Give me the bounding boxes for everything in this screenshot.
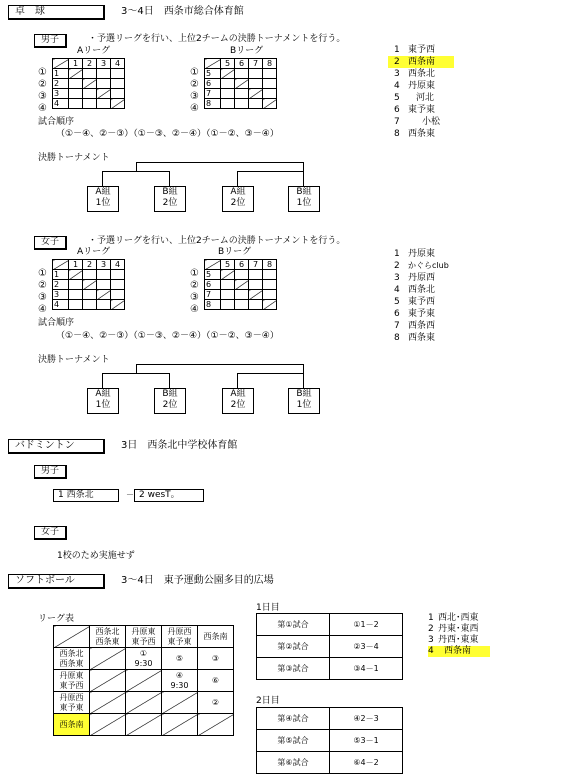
girls-bracket-line <box>169 373 170 388</box>
boys-a-league-table: 1 2 3 4 1 2 3 4 <box>52 58 125 109</box>
girls-note: ・予選リーグを行い、上位2チームの決勝トーナメントを行う。 <box>88 236 346 246</box>
boys-bracket-line <box>102 171 170 172</box>
softball-day2-label: 2日目 <box>256 696 280 706</box>
girls-order-label: 試合順序 <box>38 318 75 328</box>
section-header-table-tennis: 卓 球 <box>8 5 105 20</box>
boys-bracket-line <box>303 171 304 186</box>
boys-final-box-1: A組 1位 <box>87 186 119 212</box>
girls-a-circle-1: ① <box>38 268 47 279</box>
girls-final-label: 決勝トーナメント <box>38 355 110 365</box>
boys-final-box-2: B組 2位 <box>154 186 186 212</box>
section-header-softball: ソフトボール <box>8 574 105 589</box>
boys-b-circle-1: ① <box>190 67 199 78</box>
girls-a-circle-2: ② <box>38 280 47 291</box>
badminton-boys-tag: 男子 <box>34 465 67 479</box>
ranking-item: 3 西条北 <box>394 69 436 79</box>
ranking-item: 7 小松 <box>394 117 441 127</box>
badminton-team-right: 2 wesT。 <box>134 489 204 502</box>
girls-tag: 女子 <box>34 236 67 250</box>
softball-day1-label: 1日目 <box>256 603 280 613</box>
girls-final-box-1: A組 1位 <box>87 388 119 414</box>
section-header-badminton: バドミントン <box>8 439 105 454</box>
girls-final-box-4: B組 1位 <box>288 388 320 414</box>
boys-final-box-3: A組 2位 <box>222 186 254 212</box>
girls-bracket-line <box>136 364 304 365</box>
ranking-item: 5 河北 <box>394 93 435 103</box>
section-info-softball: 3～4日 東予運動公園多目的広場 <box>121 575 274 586</box>
girls-a-league-title: Aリーグ <box>77 247 111 257</box>
girls-b-circle-2: ② <box>190 280 199 291</box>
girls-b-league-title: Bリーグ <box>218 247 252 257</box>
girls-b-circle-3: ③ <box>190 292 199 303</box>
boys-bracket-line <box>237 171 238 186</box>
badminton-girls-tag: 女子 <box>34 526 67 540</box>
ranking-item: 4 西条北 <box>394 285 436 295</box>
ranking-item: 1 東予西 <box>394 45 436 55</box>
boys-b-league-table: 5 6 7 8 5 6 7 8 <box>204 58 277 109</box>
ranking-item: 4 丹原東 <box>394 81 436 91</box>
girls-b-circle-4: ④ <box>190 304 199 315</box>
ranking-item: 6 東予東 <box>394 105 436 115</box>
ranking-item-highlighted: 2 西条南 <box>388 56 454 68</box>
boys-b-circle-2: ② <box>190 79 199 90</box>
ranking-item-highlighted: 4 西条南 <box>428 646 490 657</box>
section-info-table-tennis: 3～4日 西条市総合体育館 <box>121 6 244 17</box>
softball-ranking <box>428 613 490 657</box>
boys-a-circle-3: ③ <box>38 91 47 102</box>
girls-b-circle-1: ① <box>190 268 199 279</box>
boys-bracket-line <box>102 171 103 186</box>
girls-a-circle-4: ④ <box>38 304 47 315</box>
girls-a-league-table: 1 2 3 4 1 2 3 4 <box>52 259 125 310</box>
softball-league-label: リーグ表 <box>38 614 75 624</box>
girls-bracket-line <box>237 373 304 374</box>
softball-day1-table: 第①試合 ①1－2 第②試合 ②3－4 第③試合 ③4－1 <box>256 613 403 680</box>
boys-final-label: 決勝トーナメント <box>38 153 110 163</box>
ranking-item: 3 丹西･東東 <box>428 635 479 645</box>
girls-bracket-line <box>102 373 170 374</box>
boys-note: ・予選リーグを行い、上位2チームの決勝トーナメントを行う。 <box>88 34 346 44</box>
ranking-item: 5 東予西 <box>394 297 436 307</box>
ranking-item: 7 西条西 <box>394 321 436 331</box>
boys-bracket-line <box>136 162 137 171</box>
girls-order-text: （①－④、②－③）（①－③、②－④）（①－②、③－④） <box>56 331 279 341</box>
boys-order-text: （①－④、②－③）（①－③、②－④）（①－②、③－④） <box>56 129 279 139</box>
boys-a-circle-2: ② <box>38 79 47 90</box>
girls-b-league-table: 5 6 7 8 5 6 7 8 <box>204 259 277 310</box>
girls-bracket-line <box>136 364 137 373</box>
girls-ranking <box>394 248 449 344</box>
boys-tag: 男子 <box>34 34 67 48</box>
boys-final-box-4: B組 1位 <box>288 186 320 212</box>
ranking-item: 2 かぐらclub <box>394 261 449 271</box>
girls-final-box-2: B組 2位 <box>154 388 186 414</box>
boys-bracket-line <box>303 162 304 171</box>
softball-team-highlighted: 西条南 <box>54 714 90 736</box>
boys-a-circle-4: ④ <box>38 103 47 114</box>
boys-a-league-title: Aリーグ <box>77 46 111 56</box>
girls-bracket-line <box>303 373 304 388</box>
boys-b-circle-4: ④ <box>190 103 199 114</box>
ranking-item: 6 東予東 <box>394 309 436 319</box>
boys-b-circle-3: ③ <box>190 91 199 102</box>
section-info-badminton: 3日 西条北中学校体育館 <box>121 440 238 451</box>
ranking-item: 8 西条東 <box>394 129 436 139</box>
boys-bracket-line <box>169 171 170 186</box>
badminton-dash: － <box>126 490 134 499</box>
boys-bracket-line <box>237 171 304 172</box>
badminton-girls-note: 1校のため実施せず <box>57 551 135 561</box>
badminton-team-left: 1 西条北 <box>53 489 119 502</box>
softball-league-table: 西条北 西条東 丹原東 東予西 丹原西 東予東 西条南 西条北 西条東 ① 9:30 ⑤ ③ 丹原東 東予西 ④ 9:30 ⑥ 丹原西 東予東 ② 西条南 <box>53 625 234 736</box>
boys-ranking <box>394 44 454 140</box>
ranking-item: 1 丹原東 <box>394 249 436 259</box>
girls-bracket-line <box>303 364 304 373</box>
girls-final-box-3: A組 2位 <box>222 388 254 414</box>
ranking-item: 1 西北･西東 <box>428 613 479 623</box>
ranking-item: 3 丹原西 <box>394 273 436 283</box>
boys-a-circle-1: ① <box>38 67 47 78</box>
ranking-item: 2 丹東･東西 <box>428 624 479 634</box>
girls-bracket-line <box>102 373 103 388</box>
boys-b-league-title: Bリーグ <box>230 46 264 56</box>
ranking-item: 8 西条東 <box>394 333 436 343</box>
boys-order-label: 試合順序 <box>38 117 75 127</box>
girls-bracket-line <box>237 373 238 388</box>
girls-a-circle-3: ③ <box>38 292 47 303</box>
boys-bracket-line <box>136 162 304 163</box>
softball-day2-table: 第④試合 ④2－3 第⑤試合 ⑤3－1 第⑥試合 ⑥4－2 <box>256 707 403 774</box>
